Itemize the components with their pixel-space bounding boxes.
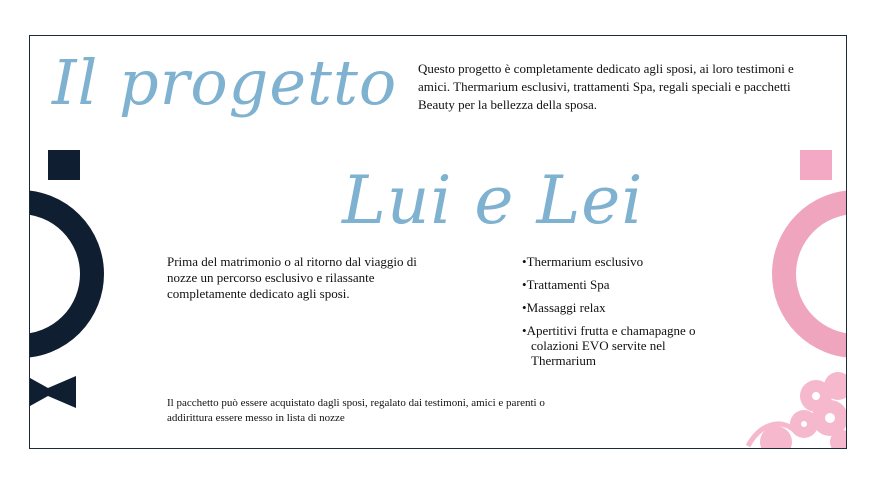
description-paragraph: Prima del matrimonio o al ritorno dal viaggio di nozze un percorso esclusivo e rilassante completamente dedicato agli sposi.: [167, 254, 417, 301]
list-item: • Massaggi relax: [522, 300, 762, 315]
intro-paragraph: Questo progetto è completamente dedicato agli sposi, ai loro testimoni e amici. Thermarium esclusivi, trattamenti Spa, regali speciali e pacchetti Beauty per la bellezza della sposa.: [418, 61, 794, 112]
package-note: Il pacchetto può essere acquistato dagli sposi, regalato dai testimoni, amici e parenti o addirittura essere messo in lista di nozze: [167, 397, 545, 424]
female-square: [800, 150, 832, 180]
list-item: • Apertitivi frutta e chamapagne o colazioni EVO servite nel Thermarium: [522, 323, 711, 368]
bow-tie-icon: [30, 376, 76, 408]
male-symbol-icon: [30, 146, 110, 416]
list-item: • Thermarium esclusivo: [522, 254, 762, 269]
male-ring: [30, 202, 92, 346]
services-list: [522, 254, 762, 376]
flyer-frame: [29, 35, 847, 449]
title-line-2: Lui e Lei: [342, 162, 644, 239]
list-item: • Trattamenti Spa: [522, 277, 762, 292]
male-square: [48, 150, 80, 180]
flower-icon: [760, 372, 847, 449]
title-line-1: Il progetto: [52, 46, 398, 119]
female-ring: [784, 202, 847, 346]
